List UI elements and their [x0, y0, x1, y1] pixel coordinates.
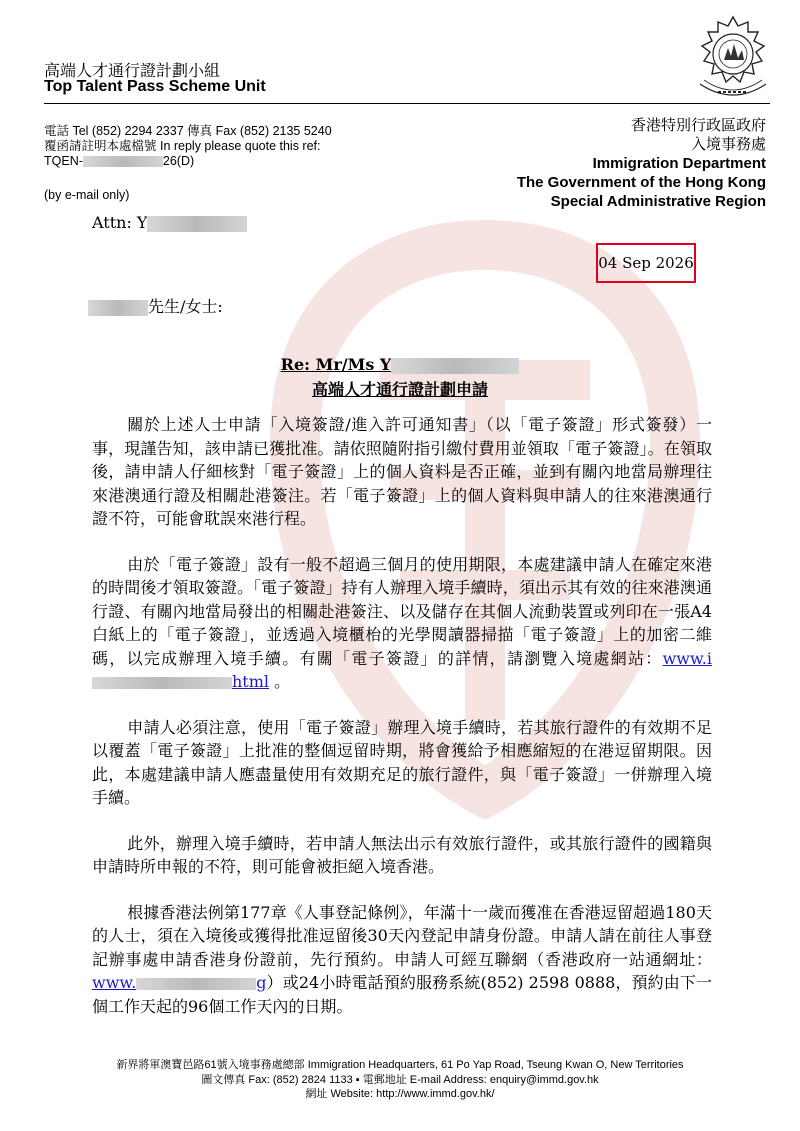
salutation: 先生/女士: — [88, 294, 223, 317]
department-block — [517, 116, 766, 211]
email-only-note: (by e-mail only) — [44, 188, 130, 202]
footer-address: 新界將軍澳寶邑路61號入境事務處總部 Immigration Headquarters, 61 Po Yap Road, Tseung Kwan O, New Territories — [116, 1059, 684, 1071]
dept-line-4: The Government of the Hong Kong — [516, 174, 766, 191]
dept-line-1: 香港特別行政區政府 — [630, 117, 766, 134]
paragraph-5: 根據香港法例第177章《人事登記條例》，年滿十一歲而獲准在香港逗留超過180天的人士，須在入境後或獲得批准逗留後30天內登記申請身份證。申請人請在前往人事登記辦事處申請香港身份證前，先行預約。申請人可經互聯網（香港政府一站通網址：www. g）或24小時電話預約服務系統(852) 2598 0888，預約由下一個工作天起的96個工作天內的日期。 — [92, 902, 712, 1016]
dept-line-3: Immigration Department — [592, 155, 766, 172]
redacted-name — [147, 216, 247, 232]
reply-ref-line: 覆函請註明本處檔號 In reply please quote this ref: — [44, 139, 321, 153]
contact-block — [44, 124, 332, 169]
attention-line: Attn: Y — [92, 213, 247, 232]
footer-website: 網址 Website: http://www.immd.gov.hk/ — [305, 1088, 495, 1100]
footer-fax-email: 圖文傳真 Fax: (852) 2824 1133 ▪ 電郵地址 E-mail Address: enquiry@immd.gov.hk — [201, 1073, 599, 1086]
subject-line-zh: 高端人才通行證計劃申請 — [311, 380, 488, 399]
redacted-applicant-name — [391, 358, 519, 374]
paragraph-2: 由於「電子簽證」設有一般不超過三個月的使用期限，本處建議申請人在確定來港的時間後才領取簽證。「電子簽證」持有人辦理入境手續時，須出示其有效的往來港澳通行證、有關內地當局發出的相關赴港簽注、以及儲存在其個人流動裝置或列印在一張A4白紙上的「電子簽證」，並透過入境櫃枱的光學閱讀器掃描「電子簽證」上的加密二維碼，以完成辦理入境手續。有關「電子簽證」的詳情，請瀏覽入境處網站：www.ihtml 。 — [92, 554, 712, 691]
hk-immigration-crest-icon — [690, 14, 776, 110]
letter-body — [92, 413, 712, 1040]
file-reference: TQEN- 26(D) — [44, 154, 195, 168]
redacted-url — [136, 978, 256, 990]
unit-name-zh: 高端人才通行證計劃小組 — [44, 63, 221, 80]
dept-line-5: Special Administrative Region — [550, 193, 766, 210]
redacted-url — [92, 677, 232, 689]
footer — [0, 1058, 800, 1102]
redacted-surname — [88, 300, 148, 316]
letter-date: 04 Sep 2026 — [596, 243, 696, 283]
unit-name-en: Top Talent Pass Scheme Unit — [44, 78, 266, 95]
header-divider — [44, 103, 770, 104]
paragraph-4: 此外，辦理入境手續時，若申請人無法出示有效旅行證件，或其旅行證件的國籍與申請時所申報的不符，則可能會被拒絕入境香港。 — [92, 833, 712, 876]
redacted-reference — [83, 156, 163, 167]
immd-website-link[interactable]: www.ihtml — [92, 649, 712, 692]
paragraph-3: 申請人必須注意，使用「電子簽證」辦理入境手續時，若其旅行證件的有效期不足以覆蓋「電子簽證」上批准的整個逗留時期，將會獲給予相應縮短的在港逗留期限。因此，本處建議申請人應盡量使用有效期充足的旅行證件，與「電子簽證」一併辦理入境手續。 — [92, 717, 712, 807]
dept-line-2: 入境事務處 — [690, 136, 766, 153]
phone-fax-line: 電話 Tel (852) 2294 2337 傳真 Fax (852) 2135 5240 — [44, 124, 332, 138]
subject-line-en: Re: Mr/Ms Y — [0, 355, 800, 374]
paragraph-1: 關於上述人士申請「入境簽證/進入許可通知書」（以「電子簽證」形式簽發）一事，現謹告知，該申請已獲批准。請依照隨附指引繳付費用並領取「電子簽證」。在領取後，請申請人仔細核對「電子簽證」上的個人資料是否正確，並到有關內地當局辦理往來港澳通行證及相關赴港簽注。若「電子簽證」上的個人資料與申請人的往來港澳通行證不符，可能會耽誤來港行程。 — [92, 415, 712, 528]
gov-portal-link[interactable]: www. g — [92, 973, 267, 992]
